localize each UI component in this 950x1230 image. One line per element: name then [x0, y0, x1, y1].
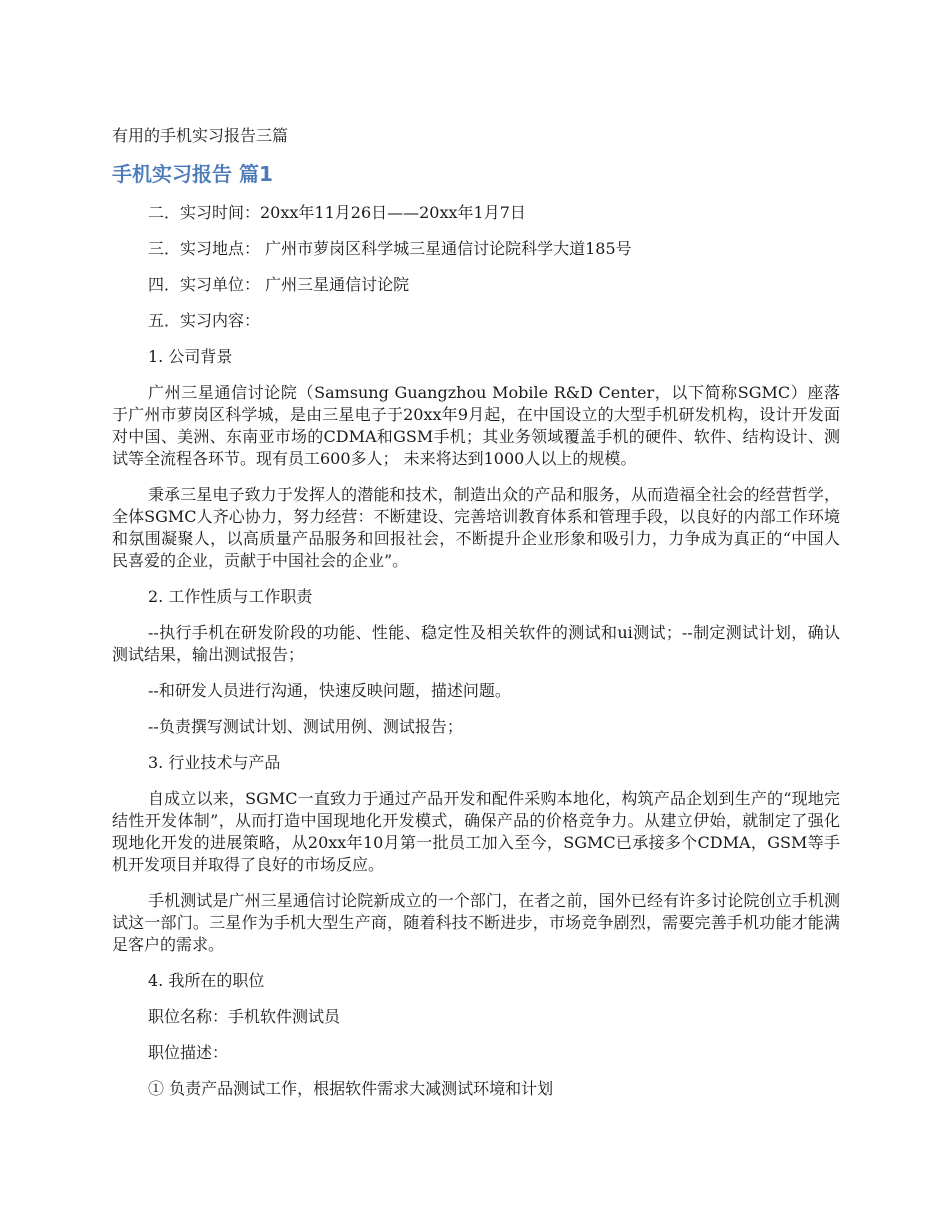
body-paragraph: 广州三星通信讨论院（Samsung Guangzhou Mobile R&D Center，以下简称SGMC）座落于广州市萝岗区科学城，是由三星电子于20xx年9月起，在中国设立的大型手机研发机构，设计开发面对中国、美洲、东南亚市场的CDMA和GSM手机；其业务领域覆盖手机的硬件、软件、结构设计、测试等全流程各环节。现有员工600多人； 未来将达到1000人以上的规模。 [112, 383, 840, 468]
body-line: 三．实习地点： 广州市萝岗区科学城三星通信讨论院科学大道185号 [148, 239, 632, 258]
body-line: 四．实习单位： 广州三星通信讨论院 [148, 275, 410, 294]
body-line: --负责撰写测试计划、测试用例、测试报告； [148, 717, 463, 736]
body-line: ① 负责产品测试工作，根据软件需求大减测试环境和计划 [148, 1079, 554, 1098]
body-line: 4. 我所在的职位 [148, 971, 265, 990]
body-paragraph: 秉承三星电子致力于发挥人的潜能和技术，制造出众的产品和服务，从而造福全社会的经营哲学，全体SGMC人齐心协力，努力经营：不断建设、完善培训教育体系和管理手段，以良好的内部工作环境和氛围凝聚人，以高质量产品服务和回报社会，不断提升企业形象和吸引力，力争成为真正的“中国人民喜爱的企业，贡献于中国社会的企业”。 [112, 485, 840, 570]
document-title: 有用的手机实习报告三篇 [112, 126, 289, 145]
body-paragraph: 手机测试是广州三星通信讨论院新成立的一个部门，在者之前，国外已经有许多讨论院创立手机测试这一部门。三星作为手机大型生产商，随着科技不断进步，市场竞争剧烈，需要完善手机功能才能满足客户的需求。 [112, 891, 840, 954]
body-line: 3. 行业技术与产品 [148, 753, 281, 772]
body-line: 职位描述： [148, 1043, 229, 1062]
body-paragraph: --执行手机在研发阶段的功能、性能、稳定性及相关软件的测试和ui测试；--制定测试计划，确认测试结果，输出测试报告； [112, 623, 840, 664]
body-line: 2. 工作性质与工作职责 [148, 587, 313, 606]
body-line: --和研发人员进行沟通，快速反映问题，描述问题。 [148, 681, 511, 700]
body-line: 职位名称：手机软件测试员 [148, 1007, 341, 1026]
section-heading: 手机实习报告 篇1 [112, 162, 273, 186]
body-paragraph: 自成立以来，SGMC一直致力于通过产品开发和配件采购本地化，构筑产品企划到生产的“现地完结性开发体制”，从而打造中国现地化开发模式，确保产品的价格竞争力。从建立伊始，就制定了强化现地化开发的进展策略，从20xx年10月第一批员工加入至今，SGMC已承接多个CDMA，GSM等手机开发项目并取得了良好的市场反应。 [112, 789, 840, 874]
paragraph-list [112, 202, 840, 1100]
body-line: 1. 公司背景 [148, 347, 233, 366]
document-body [112, 124, 840, 1114]
body-line: 二．实习时间：20xx年11月26日——20xx年1月7日 [148, 203, 526, 222]
body-line: 五．实习内容： [148, 311, 261, 330]
